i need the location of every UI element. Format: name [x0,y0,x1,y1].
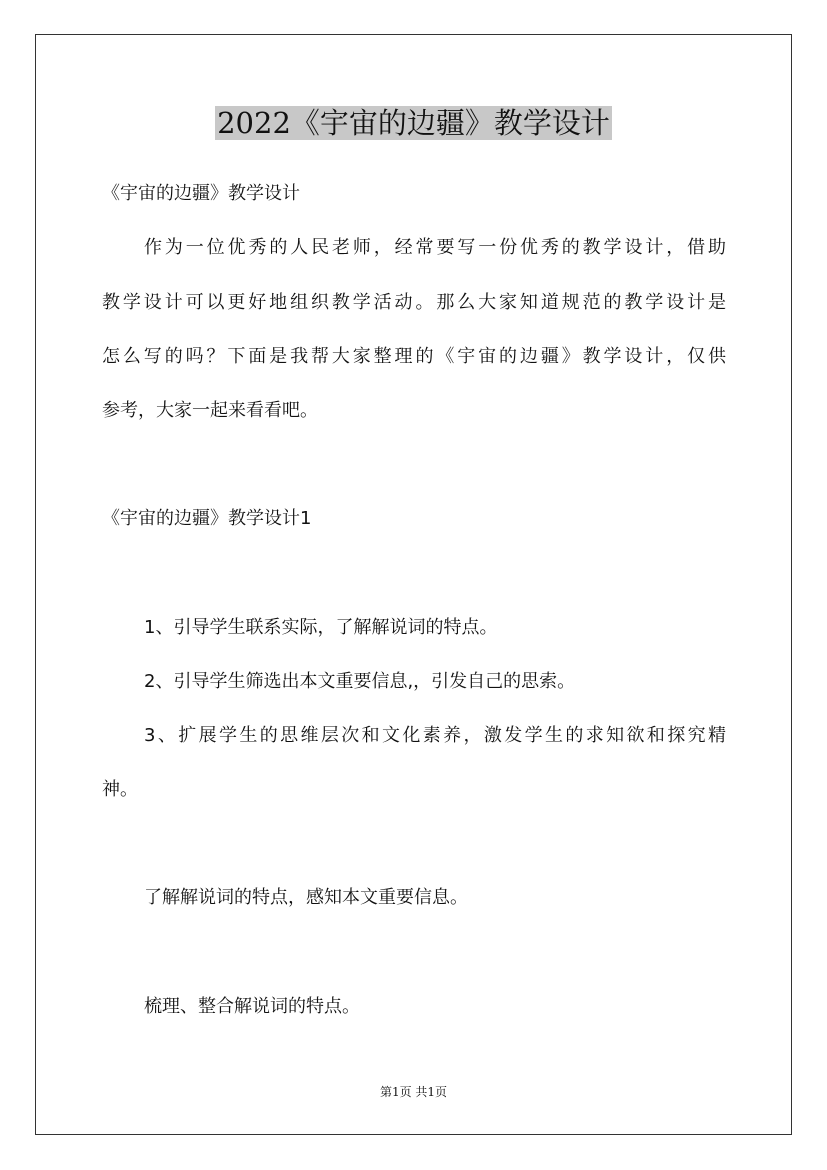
key-point: 了解解说词的特点，感知本文重要信息。 [144,887,468,908]
objective-2: 2、引导学生筛选出本文重要信息,，引发自己的思索。 [144,671,576,692]
intro-line-3: 怎么写的吗？下面是我帮大家整理的《宇宙的边疆》教学设计，仅供 [102,346,726,367]
intro-line-4: 参考，大家一起来看看吧。 [102,400,318,421]
section-heading: 《宇宙的边疆》教学设计1 [102,508,312,529]
objective-3: 3、扩展学生的思维层次和文化素养，激发学生的求知欲和探究精 [144,725,726,746]
intro-line-2: 教学设计可以更好地组织教学活动。那么大家知道规范的教学设计是 [102,292,726,313]
objective-3-continued: 神。 [102,779,138,800]
objective-1: 1、引导学生联系实际，了解解说词的特点。 [144,617,498,638]
page-number: 第1页 共1页 [379,1085,448,1099]
document-title: 2022《宇宙的边疆》教学设计 [217,106,610,140]
intro-line-1: 作为一位优秀的人民老师，经常要写一份优秀的教学设计，借助 [144,237,726,258]
subtitle: 《宇宙的边疆》教学设计 [102,183,300,204]
difficulty-point: 梳理、整合解说词的特点。 [144,996,360,1017]
